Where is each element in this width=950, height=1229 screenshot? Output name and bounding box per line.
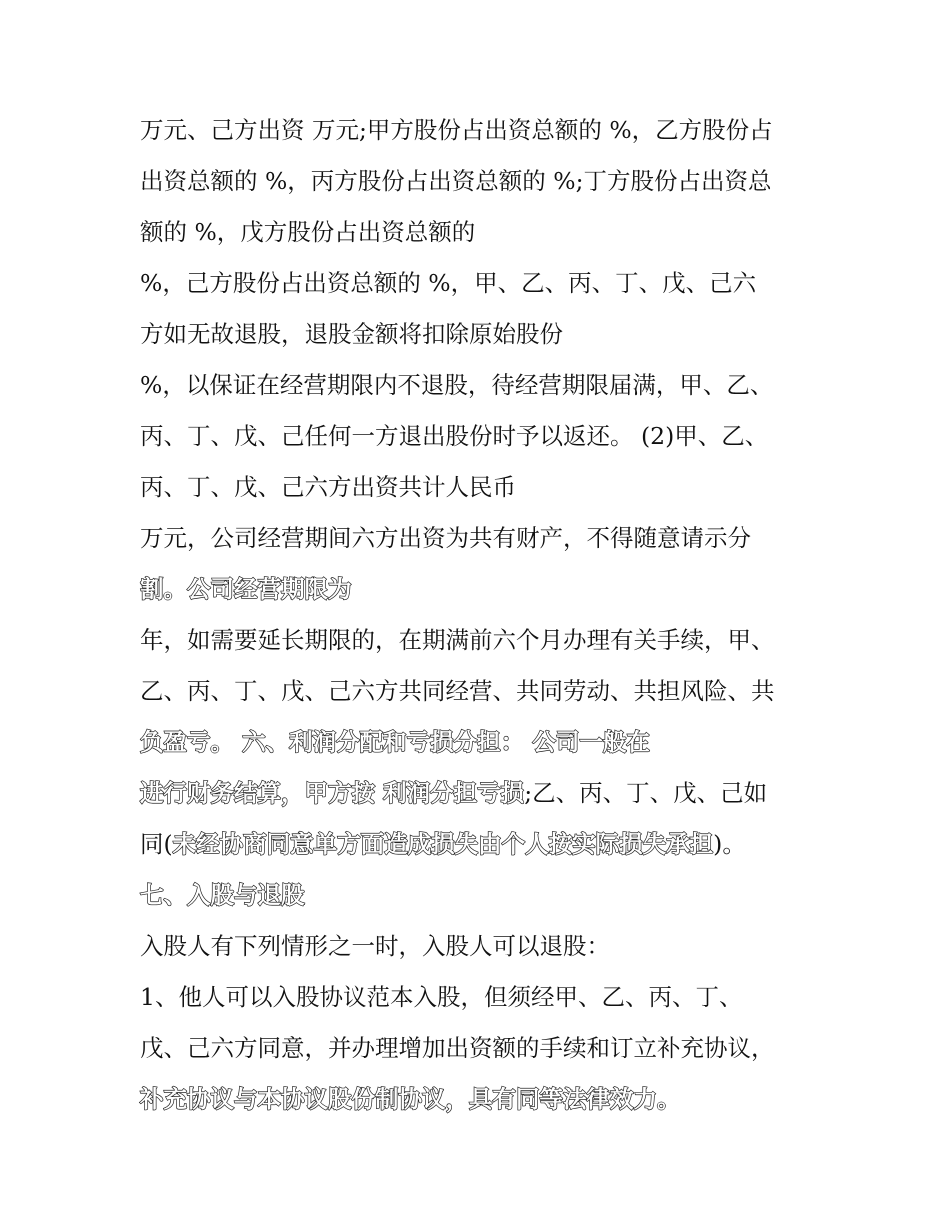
text-line [140, 266, 840, 317]
outlined-text-segment: 七、入股与退股 [140, 881, 305, 909]
outlined-text-segment: 补充协议与本协议股份制协议，具有同等法律效力。 [140, 1085, 681, 1113]
text-segment: 万元、己方出资 万元;甲方股份占出资总额的 %，乙方股份占 [140, 116, 773, 144]
text-line [140, 878, 840, 929]
text-segment: )。 [713, 830, 746, 858]
text-line [140, 368, 840, 419]
text-segment: 方如无故退股，退股金额将扣除原始股份 [140, 320, 563, 348]
text-segment: 入股人有下列情形之一时，入股人可以退股： [140, 932, 610, 960]
text-line [140, 572, 840, 623]
text-segment: 丙、丁、戊、己任何一方退出股份时予以返还。 (2)甲、乙、 [140, 422, 769, 450]
text-line [140, 470, 840, 521]
text-segment: %，以保证在经营期限内不退股，待经营期限届满，甲、乙、 [140, 371, 774, 399]
outlined-text-segment: 割。公司经营期限为 [140, 575, 352, 603]
text-line [140, 674, 840, 725]
text-line [140, 980, 840, 1031]
outlined-text-segment: 进行财务结算，甲方按 利润分担亏损 [140, 779, 525, 807]
text-line [140, 521, 840, 572]
text-segment: 年，如需要延长期限的，在期满前六个月办理有关手续，甲、 [140, 626, 775, 654]
text-line [140, 725, 840, 776]
text-segment: 万元，公司经营期间六方出资为共有财产，不得随意请示分 [140, 524, 751, 552]
text-line [140, 827, 840, 878]
text-line [140, 1082, 840, 1133]
text-line [140, 164, 840, 215]
text-segment: 戊、己六方同意，并办理增加出资额的手续和订立补充协议， [140, 1034, 775, 1062]
text-line [140, 113, 840, 164]
outlined-text-segment: 负盈亏。 六、利润分配和亏损分担： 公司一般在 [140, 728, 650, 756]
text-segment: ;乙、丙、丁、戊、己如 [524, 779, 768, 807]
text-line [140, 623, 840, 674]
document-page [140, 113, 840, 1133]
text-segment: 乙、丙、丁、戊、己六方共同经营、共同劳动、共担风险、共 [140, 677, 775, 705]
text-line [140, 215, 840, 266]
text-segment: 同( [140, 830, 173, 858]
text-line [140, 929, 840, 980]
text-line [140, 317, 840, 368]
text-segment: 额的 %，戊方股份占出资总额的 [140, 218, 476, 246]
text-segment: 丙、丁、戊、己六方出资共计人民币 [140, 473, 516, 501]
text-line [140, 1031, 840, 1082]
text-line [140, 419, 840, 470]
text-line [140, 776, 840, 827]
text-segment: 1、他人可以入股协议范本入股，但须经甲、乙、丙、丁、 [140, 983, 743, 1011]
text-segment: 出资总额的 %，丙方股份占出资总额的 %;丁方股份占出资总 [140, 167, 772, 195]
outlined-text-segment: 未经协商同意单方面造成损失由个人按实际损失承担 [172, 830, 714, 858]
text-segment: %，己方股份占出资总额的 %，甲、乙、丙、丁、戊、己六 [140, 269, 757, 297]
